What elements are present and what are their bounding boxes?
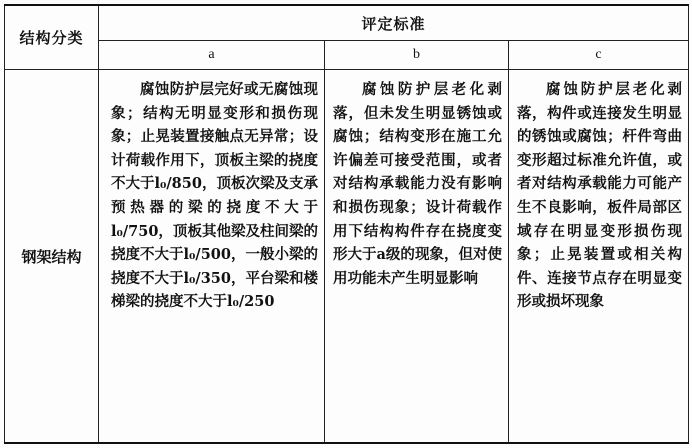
evaluation-standard-table <box>4 4 689 444</box>
level-b-criteria: 腐蚀防护层老化剥落，但未发生明显锈蚀或腐蚀；结构变形在施工允许偏差可接受范围，或者对结构承载能力没有影响和损伤现象；设计荷载作用下结构构件存在挠度变形大于a级的现象，但对使用功能未产生明显影响 <box>325 70 509 444</box>
table-header-row <box>5 5 689 41</box>
level-c-header: c <box>509 41 689 70</box>
level-a-header: a <box>99 41 325 70</box>
evaluation-standard-header: 评定标准 <box>99 5 689 41</box>
level-b-header: b <box>325 41 509 70</box>
table-row <box>5 70 689 444</box>
structure-category-header: 结构分类 <box>5 5 99 70</box>
level-a-criteria: 腐蚀防护层完好或无腐蚀现象；结构无明显变形和损伤现象；止晃装置接触点无异常；设计荷载作用下，顶板主梁的挠度不大于l₀/850，顶板次梁及支承预热器的梁的挠度不大于l₀/750，顶板其他梁及柱间梁的挠度不大于l₀/500，一般小梁的挠度不大于l₀/350，平台梁和楼梯梁的挠度不大于l₀/250 <box>99 70 325 444</box>
table-subheader-row <box>5 41 689 70</box>
category-cell: 钢架结构 <box>5 70 99 444</box>
level-c-criteria: 腐蚀防护层老化剥落，构件或连接发生明显的锈蚀或腐蚀；杆件弯曲变形超过标准允许值，或者对结构承载能力可能产生不良影响，板件局部区域存在明显变形损伤现象；止晃装置或相关构件、连接节点存在明显变形或损坏现象 <box>509 70 689 444</box>
